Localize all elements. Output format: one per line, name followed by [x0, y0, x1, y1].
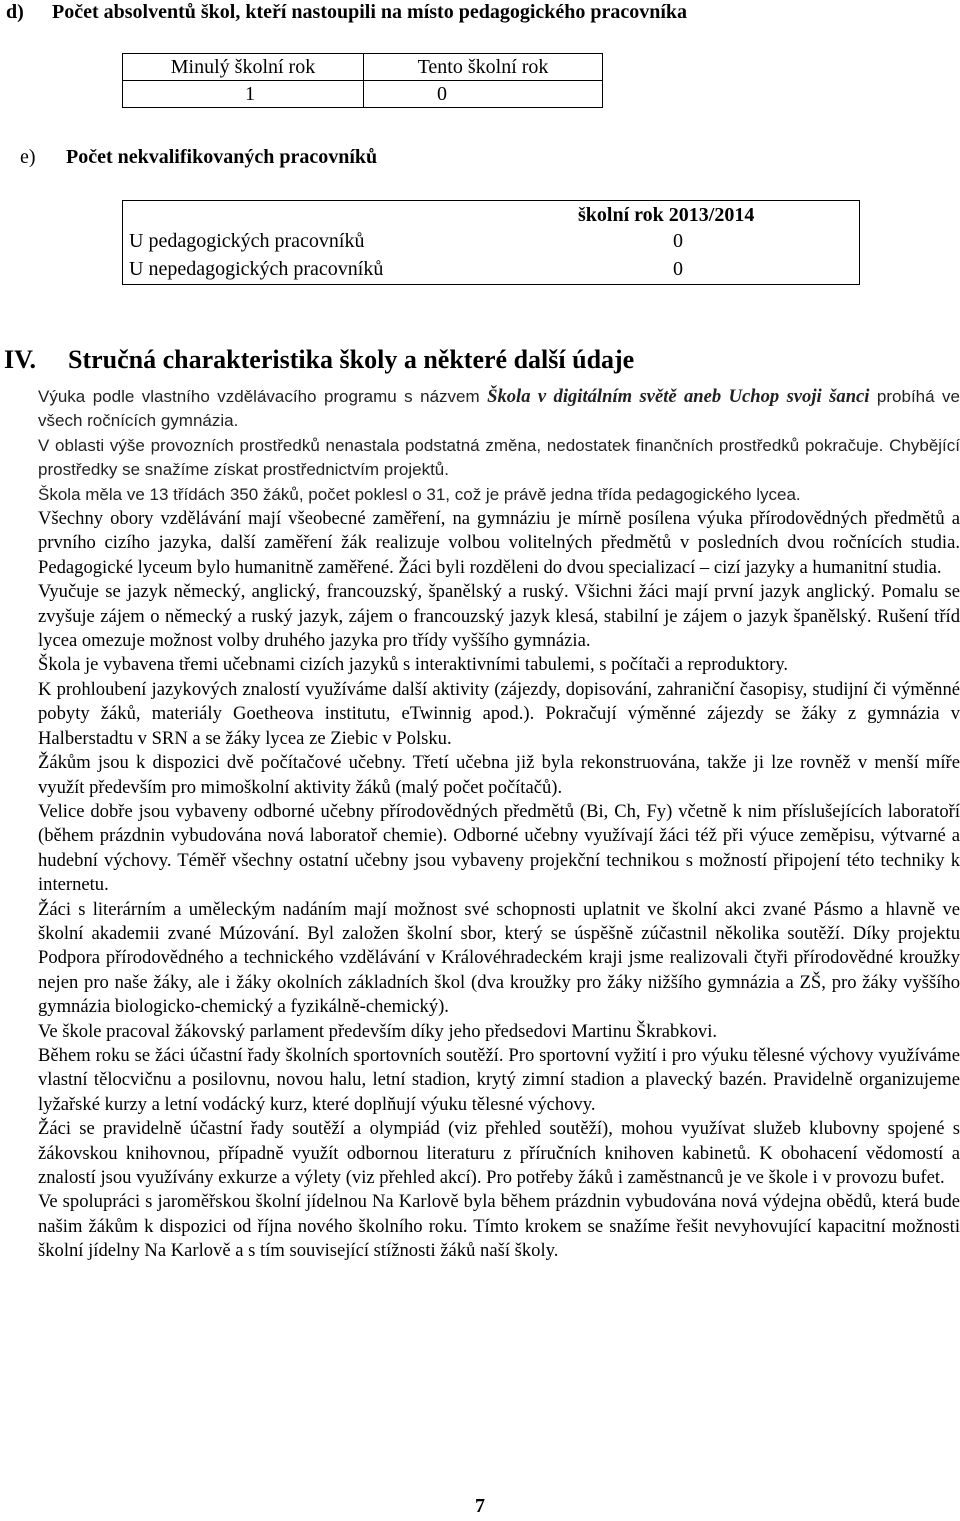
- paragraph: K prohloubení jazykových znalostí využíváme další aktivity (zájezdy, dopisování, zahraniční časopisy, studijní či výměnné pobyty žáků, materiály Goetheova institutu, eTwinnig apod.). Pokračují výměnné zájezdy se žáky z gymnázia v Halberstadtu v SRN a se žáky lycea ze Ziebic v Polsku.: [38, 678, 960, 749]
- paragraph: Ve spolupráci s jaroměřskou školní jídelnou Na Karlově byla během prázdnin vybudována nová výdejna obědů, která bude našim žákům k dispozici od října nového školního roku. Tímto krokem se snažíme řešit nevyhovující kapacitní možnosti školní jídelny Na Karlově a s tím související stížnosti žáků naší školy.: [38, 1191, 960, 1262]
- paragraph: Škola měla ve 13 třídách 350 žáků, počet poklesl o 31, což je právě jedna třída pedagogického lycea.: [38, 484, 801, 504]
- paragraph: [38, 385, 960, 434]
- paragraph: Žáci se pravidelně účastní řady soutěží a olympiád (viz přehled soutěží), mohou využívat služeb klubovny spojené s žákovskou knihovnou, případně využít odbornou literaturu z příručních knihoven kabinetů. K obohacení vědomostí a znalostí jsou využívány exkurze a výlety (viz přehled akcí). Pro potřeby žáků i zaměstnanců je ve škole i v provozu bufet.: [38, 1118, 960, 1188]
- paragraph: Škola je vybavena třemi učebnami cizích jazyků s interaktivními tabulemi, s počítači a reproduktory.: [38, 654, 789, 676]
- paragraph-text: probíhá ve všech ročnících gymnázia.: [38, 387, 960, 431]
- section-d-title: Počet absolventů škol, kteří nastoupili na místo pedagogického pracovníka: [52, 1, 688, 23]
- paragraph-text: Výuka podle vlastního vzdělávacího programu s názvem: [38, 387, 480, 406]
- section-e-title: Počet nekvalifikovaných pracovníků: [66, 146, 378, 168]
- section-d-heading: [6, 0, 687, 24]
- unqualified-staff-year-header: školní rok 2013/2014: [578, 204, 755, 226]
- graduates-header-last-year: Minulý školní rok: [123, 54, 364, 81]
- paragraph: Během roku se žáci účastní řady školních sportovních soutěží. Pro sportovní vyžití i pro výuku tělesné výchovy využíváme vlastní tělocvičnu a posilovnu, novou halu, letní stadion, krytý zimní stadion a plavecký bazén. Pravidelně organizujeme lyžařské kurzy a letní vodácký kurz, které doplňují výuku tělesné výchovy.: [38, 1044, 960, 1115]
- row-value: 0: [673, 258, 683, 280]
- paragraph: Žákům jsou k dispozici dvě počítačové učebny. Třetí učebna již byla rekonstruována, takže ji lze rovněž v menší míře využít především pro mimoškolní aktivity žáků (malý počet počítačů).: [38, 752, 960, 798]
- graduates-header-this-year: Tento školní rok: [364, 54, 603, 81]
- row-label: U nepedagogických pracovníků: [129, 258, 384, 280]
- section-e-letter: e): [20, 146, 36, 168]
- section-e-heading: [20, 145, 377, 169]
- row-label: U pedagogických pracovníků: [129, 230, 365, 252]
- paragraph: Všechny obory vzdělávání mají všeobecné zaměření, na gymnáziu je mírně posílena výuka přírodovědných předmětů a prvního cizího jazyka, další zaměření žák realizuje volbou volitelných předmětů v posledních dvou ročnících studia. Pedagogické lyceum bylo humanitně zaměřené. Žáci byli rozděleni do dvou specializací – cizí jazyky a humanitní studia.: [38, 508, 960, 578]
- paragraph: Žáci s literárním a uměleckým nadáním mají možnost své schopnosti uplatnit ve školní akci zvané Pásmo a hlavně ve školní akademii zvané Múzování. Byl založen školní sbor, který se úspěšně zúčastnil několika soutěží. Díky projektu Podpora přírodovědného a technického vzdělávání v Královéhradeckém kraji jsme realizovali čtyři přírodovědné kroužky nejen pro naše žáky, ale i žáky okolních základních škol (dva kroužky pro žáky nižšího gymnázia a ZŠ, pro žáky vyššího gymnázia biologicko-chemický a fyzikálně-chemický).: [38, 898, 960, 1018]
- paragraph: Ve škole pracoval žákovský parlament především díky jeho předsedovi Martinu Škrabkovi.: [38, 1020, 718, 1042]
- graduates-value-last-year: 1: [123, 81, 364, 108]
- section-iv-title: Stručná charakteristika školy a některé další údaje: [68, 345, 635, 374]
- graduates-value-this-year: 0: [364, 81, 603, 108]
- section-iv-body: [38, 385, 960, 1264]
- paragraph: Vyučuje se jazyk německý, anglický, francouzský, španělský a ruský. Všichni žáci mají první jazyk anglický. Pomalu se zvyšuje zájem o německý a ruský jazyk, zájem o francouzský jazyk klesá, stabilní je zájem o jazyk španělský. Rušení tříd lycea omezuje možnost volby druhého jazyka pro třídy vyššího gymnázia.: [38, 581, 960, 652]
- table-row: [129, 229, 683, 253]
- section-iv-number: IV.: [4, 345, 37, 374]
- program-name: Škola v digitálním světě aneb Uchop svoji: [487, 386, 822, 407]
- section-d-letter: d): [6, 1, 24, 23]
- table-row: [129, 257, 683, 281]
- paragraph: Velice dobře jsou vybaveny odborné učebny přírodovědných předmětů (Bi, Ch, Fy) včetně k nim příslušejících laboratoří (během prázdnin vybudována nová laboratoř chemie). Odborné učebny využívají žáci též při výuce zeměpisu, výtvarné a hudební výchovy. Téměř všechny ostatní učebny jsou vybaveny projekční technikou s možností připojení této techniky k internetu.: [38, 800, 960, 896]
- unqualified-staff-table: [122, 200, 860, 285]
- section-iv-heading: [4, 345, 634, 375]
- program-name-end: šanci: [829, 386, 870, 407]
- page-number: 7: [475, 1495, 485, 1517]
- graduates-table: [122, 53, 603, 108]
- row-value: 0: [673, 230, 683, 252]
- paragraph: V oblasti výše provozních prostředků nenastala podstatná změna, nedostatek finančních prostředků pokračuje. Chybějící prostředky se snažíme získat prostřednictvím projektů.: [38, 435, 960, 480]
